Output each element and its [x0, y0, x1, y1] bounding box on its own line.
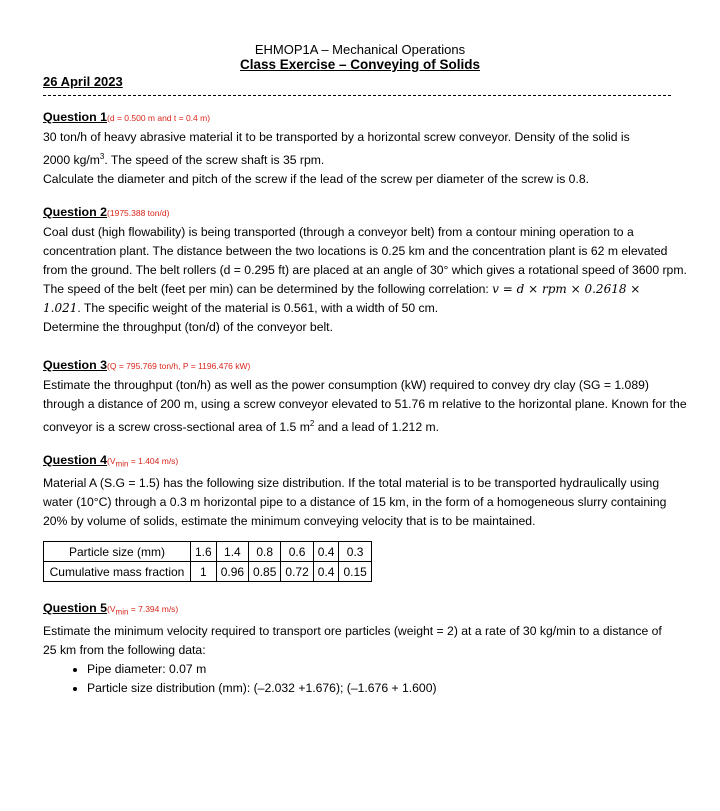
table-cell: 0.85: [249, 562, 281, 582]
table-cell: 0.4: [313, 562, 339, 582]
table-cell: 1.6: [191, 542, 217, 562]
question-4-title: Question 4: [43, 453, 108, 467]
question-5-title: Question 5: [43, 601, 108, 615]
question-1-line-1: 30 ton/h of heavy abrasive material it to be transported by a horizontal screw conveyor. Density of the solid is: [43, 130, 630, 144]
question-1-title: Question 1: [43, 110, 108, 124]
question-3-line-1: Estimate the throughput (ton/h) as well as the power consumption (kW) required to convey dry clay (SG = 1.089): [43, 378, 649, 392]
table-cell: 1: [191, 562, 217, 582]
question-2-title: Question 2: [43, 205, 108, 219]
question-2: [43, 203, 687, 337]
question-4-line-3: 20% by volume of solids, estimate the minimum conveying velocity that is to be maintained.: [43, 513, 536, 528]
exercise-title: Class Exercise – Conveying of Solids: [239, 57, 481, 72]
list-item: • Pipe diameter: 0.07 m: [87, 660, 679, 679]
exercise-date: 26 April 2023: [43, 74, 123, 89]
table-row-label: Cumulative mass fraction: [44, 562, 191, 582]
belt-speed-equation: v = d × rpm × 0.2618 ×: [492, 282, 641, 296]
question-1-answer: (d = 0.500 m and t = 0.4 m): [107, 113, 211, 123]
question-2-line-1: Coal dust (high flowability) is being transported (through a conveyor belt) from a contour mining operation to a: [43, 225, 634, 239]
question-3-line-3: conveyor is a screw cross-sectional area of 1.5 $m^2$ and a lead of 1.212 m.: [43, 419, 440, 435]
question-5-data-list: [43, 660, 679, 698]
table-cell: 0.72: [281, 562, 313, 582]
question-1: [43, 108, 679, 189]
question-1-line-3: Calculate the diameter and pitch of the screw if the lead of the screw per diameter of the screw is 0.8.: [43, 172, 590, 187]
question-4: [43, 451, 679, 531]
dashed-divider: [43, 95, 671, 96]
question-5-answer: ($V_{min} = 7.394$ m/s): [107, 604, 179, 617]
table-cell: 0.6: [281, 542, 313, 562]
question-1-line-2: 2000 $kg/m^3$. The speed of the screw shaft is 35 rpm.: [43, 152, 325, 168]
course-title: EHMOP1A – Mechanical Operations: [254, 42, 466, 57]
table-cell: 0.8: [249, 542, 281, 562]
question-5: [43, 599, 679, 698]
question-2-line-2: concentration plant. The distance between the two locations is 0.25 km and the concentration plant is 62 m elevated: [43, 244, 668, 258]
question-4-line-2: water (10°C) through a 0.3 m horizontal pipe to a distance of 15 km, in the form of a homogeneous slurry containing: [43, 494, 667, 509]
question-2-line-3: from the ground. The belt rollers (d = 0.295 ft) are placed at an angle of 30° which gives a rotational speed of 3600 rpm.: [43, 263, 687, 277]
question-5-line-1: Estimate the minimum velocity required to transport ore particles (weight = 2) at a rate of 30 kg/min to a distance of: [43, 623, 662, 638]
table-cell: 0.15: [339, 562, 371, 582]
question-3-line-2: through a distance of 200 m, using a screw conveyor elevated to 51.76 m relative to the horizontal plane. Known for the: [43, 397, 687, 411]
table-row-label: Particle size (mm): [44, 542, 191, 562]
question-2-line-5: 1.021. The specific weight of the material is 0.561, with a width of 50 cm.: [43, 301, 439, 315]
size-distribution-table-wrap: [43, 541, 372, 582]
question-3: [43, 356, 687, 437]
table-cell: 0.96: [216, 562, 248, 582]
table-row: [44, 562, 372, 582]
size-distribution-table: [43, 541, 372, 582]
question-3-answer: (Q = 795.769 ton/h, P = 1196.476 kW): [107, 361, 251, 371]
question-2-answer: (1975.388 ton/d): [107, 208, 170, 218]
list-item: • Particle size distribution (mm): (–2.032 +1.676); (–1.676 + 1.600): [87, 679, 679, 698]
table-cell: 0.3: [339, 542, 371, 562]
question-2-line-6: Determine the throughput (ton/d) of the conveyor belt.: [43, 320, 333, 334]
table-cell: 1.4: [216, 542, 248, 562]
table-row: [44, 542, 372, 562]
question-5-line-2: 25 km from the following data:: [43, 642, 206, 657]
question-4-line-1: Material A (S.G = 1.5) has the following size distribution. If the total material is to be transported hydraulically using: [43, 475, 660, 490]
question-2-line-4: The speed of the belt (feet per min) can be determined by the following correlation: v = d × rpm × 0.2618 ×: [43, 282, 641, 296]
table-cell: 0.4: [313, 542, 339, 562]
question-3-title: Question 3: [43, 358, 108, 372]
question-4-answer: ($V_{min} = 1.404$ m/s): [107, 456, 179, 469]
